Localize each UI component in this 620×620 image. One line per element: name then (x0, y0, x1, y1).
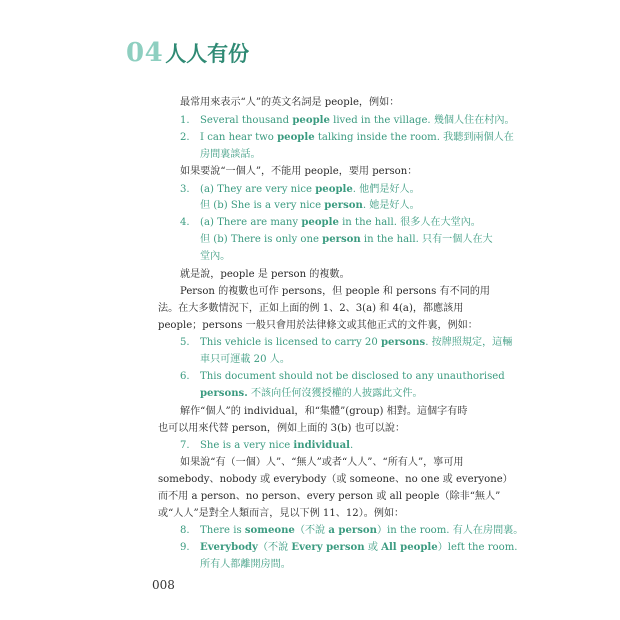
example-sentence-line: 堂內。 (200, 251, 231, 262)
body-paragraph-line: 而不用 a person、no person、every person 或 all people（除非“無人” (158, 491, 501, 502)
body-paragraph-line: 或“人人”是對全人類而言，見以下例 11、12）。例如： (158, 508, 405, 519)
example-sentence-line: 車只可運載 20 人。 (200, 354, 290, 365)
example-sentence-line: This vehicle is licensed to carry 20 persons. 按牌照規定，這輛 (200, 337, 513, 348)
example-number: 1. (180, 115, 190, 126)
example-sentence-line: She is a very nice individual. (200, 440, 354, 451)
chapter-heading (126, 38, 249, 68)
example-sentence-line: There is someone（不說 a person）in the room. 有人在房間裏。 (200, 525, 524, 536)
body-paragraph-line: somebody、nobody 或 everybody（或 someone、no one 或 everyone） (158, 474, 513, 485)
example-number: 7. (180, 440, 190, 451)
chapter-title: 人人有份 (165, 41, 250, 66)
body-paragraph-line: 最常用來表示“人”的英文名詞是 people，例如： (180, 97, 400, 108)
example-sentence-line: I can hear two people talking inside the room. 我聽到兩個人在 (200, 132, 514, 143)
example-number: 9. (180, 542, 190, 553)
body-paragraph-line: 如果說“有（一個）人”、“無人”或者“人人”、“所有人”，寧可用 (180, 457, 464, 468)
body-paragraph-line: people；persons 一般只會用於法律條文或其他正式的文件裏，例如： (158, 320, 478, 331)
chapter-number: 04 (126, 38, 164, 68)
body-paragraph-line: 法。在大多數情況下，正如上面的例 1、2、3(a) 和 4(a)，都應該用 (158, 303, 464, 314)
example-sentence-line: Everybody（不說 Every person 或 All people）left the room. (200, 542, 518, 553)
example-number: 3. (180, 184, 190, 195)
body-paragraph-line: 就是說，people 是 person 的複數。 (180, 269, 350, 280)
example-number: 5. (180, 337, 190, 348)
body-paragraph-line: Person 的複數也可作 persons，但 people 和 persons 有不同的用 (180, 286, 491, 297)
example-sentence-line: 房間裏談話。 (200, 149, 261, 160)
body-paragraph-line: 解作“個人”的 individual，和“集體”(group) 相對。這個字有時 (180, 406, 468, 417)
example-sentence-line: (a) They are very nice people. 他們是好人。 (200, 184, 420, 195)
example-sentence-line: This document should not be disclosed to any unauthorised (200, 371, 505, 382)
example-number: 6. (180, 371, 190, 382)
example-number: 8. (180, 525, 190, 536)
body-paragraph-line: 也可以用來代替 person，例如上面的 3(b) 也可以說： (158, 423, 406, 434)
example-sentence-line: 但 (b) There is only one person in the hall. 只有一個人在大 (200, 234, 493, 245)
example-number: 4. (180, 217, 190, 228)
page-number: 008 (152, 578, 175, 592)
example-sentence-line: 所有人都離開房間。 (200, 559, 291, 570)
example-sentence-line: persons. 不該向任何沒獲授權的人披露此文件。 (200, 388, 423, 399)
body-paragraph-line: 如果要說“一個人”，不能用 people，要用 person： (180, 166, 418, 177)
example-number: 2. (180, 132, 190, 143)
example-sentence-line: 但 (b) She is a very nice person. 她是好人。 (200, 200, 420, 211)
example-sentence-line: (a) There are many people in the hall. 很多人在大堂內。 (200, 217, 481, 228)
example-sentence-line: Several thousand people lived in the village. 幾個人住在村內。 (200, 115, 515, 126)
